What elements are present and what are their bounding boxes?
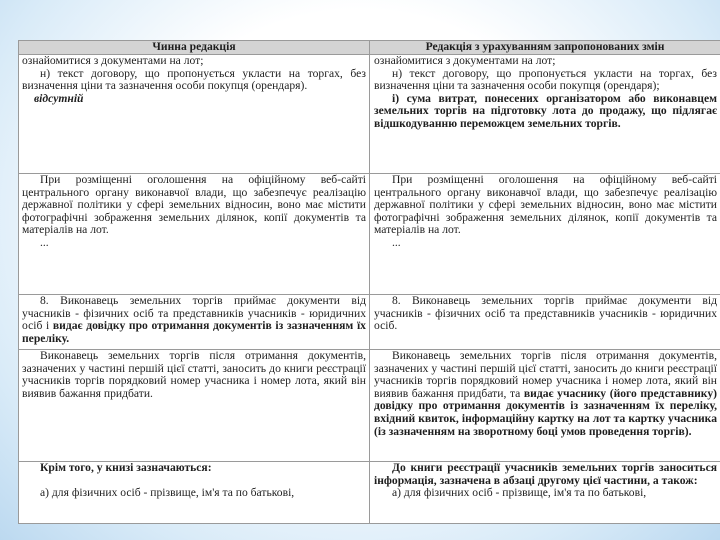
paragraph (22, 295, 366, 345)
paragraph-text: Виконавець земельних торгів після отримання документів, зазначених у частині першій цієї статті, заносить до книги реєстрації учасників торгів порядковий номер учасника і номер лота, який він виявив бажання придбати, та (374, 349, 717, 400)
text-line: ознайомитися з документами на лот; (22, 54, 204, 67)
current-cell (19, 55, 370, 174)
added-paragraph: До книги реєстрації учасників земельних торгів заноситься інформація, зазначена в абзаці другому цієї частини, а також: (374, 461, 717, 487)
paragraph: Крім того, у книзі зазначаються: (40, 461, 212, 474)
paragraph (374, 350, 717, 438)
header-current-edition: Чинна редакція (19, 41, 370, 55)
paragraph-text: 8. Виконавець земельних торгів приймає документи від учасників - фізичних осіб та представників учасників - юридичних осіб і (22, 294, 366, 333)
table-row (19, 350, 720, 462)
ellipsis: ... (392, 235, 401, 249)
current-cell (19, 295, 370, 350)
header-proposed-edition: Редакція з урахуванням запропонованих змін (370, 41, 720, 55)
absent-label: відсутній (34, 91, 84, 105)
current-cell (19, 174, 370, 295)
table-row (19, 295, 720, 350)
added-paragraph: і) сума витрат, понесених організатором або виконавцем земельних торгів на підготовку лота до продажу, що підлягає відшкодуванню переможцем земельних торгів. (374, 91, 717, 130)
table-row (19, 55, 720, 174)
header-row (19, 41, 720, 55)
comparison-document (18, 40, 720, 524)
table-row (19, 174, 720, 295)
current-cell (19, 462, 370, 524)
text-line: ознайомитися з документами на лот; (374, 54, 556, 67)
comparison-table (18, 40, 720, 524)
added-text: видає учаснику (його представнику) довідку про отримання документів із зазначенням їх переліку, вхідний квиток, інформаційну картку на лот та картку учасника (із зазначенням на зворотному боці умов проведення торгів). (374, 386, 717, 438)
proposed-cell (370, 350, 720, 462)
current-cell (19, 350, 370, 462)
spacer (22, 475, 366, 487)
ellipsis: ... (40, 235, 49, 249)
paragraph: При розміщенні оголошення на офіційному веб-сайті центрального органу виконавчої влади, що забезпечує реалізацію державної політики у сфері земельних відносин, воно має містити фотографічні зображення земельних ділянок, копії документів та матеріалів на лот. (22, 173, 366, 237)
paragraph: н) текст договору, що пропонується укласти на торгах, без визначення ціни та зазначення особи покупця (орендаря). (22, 66, 366, 93)
proposed-cell (370, 462, 720, 524)
proposed-cell (370, 295, 720, 350)
proposed-cell (370, 55, 720, 174)
paragraph: а) для фізичних осіб - прізвище, ім'я та по батькові, (40, 485, 295, 499)
paragraph: При розміщенні оголошення на офіційному веб-сайті центрального органу виконавчої влади, що забезпечує реалізацію державної політики у сфері земельних відносин, воно має містити фотографічні зображення земельних ділянок, копії документів та матеріалів на лот. (374, 173, 717, 237)
removed-text: видає довідку про отримання документів із зазначенням їх переліку. (22, 319, 366, 345)
paragraph: 8. Виконавець земельних торгів приймає документи від учасників - фізичних осіб та представників учасників - юридичних осіб. (374, 294, 717, 333)
paragraph: а) для фізичних осіб - прізвище, ім'я та по батькові, (392, 486, 647, 500)
table-row (19, 462, 720, 524)
paragraph: Виконавець земельних торгів після отримання документів, зазначених у частині першій цієї статті, заносить до книги реєстрації учасників торгів порядковий номер учасника і номер лота, який він виявив бажання придбати. (22, 349, 366, 400)
proposed-cell (370, 174, 720, 295)
paragraph: н) текст договору, що пропонується укласти на торгах, без визначення ціни та зазначення особи покупця (орендаря); (374, 66, 717, 93)
